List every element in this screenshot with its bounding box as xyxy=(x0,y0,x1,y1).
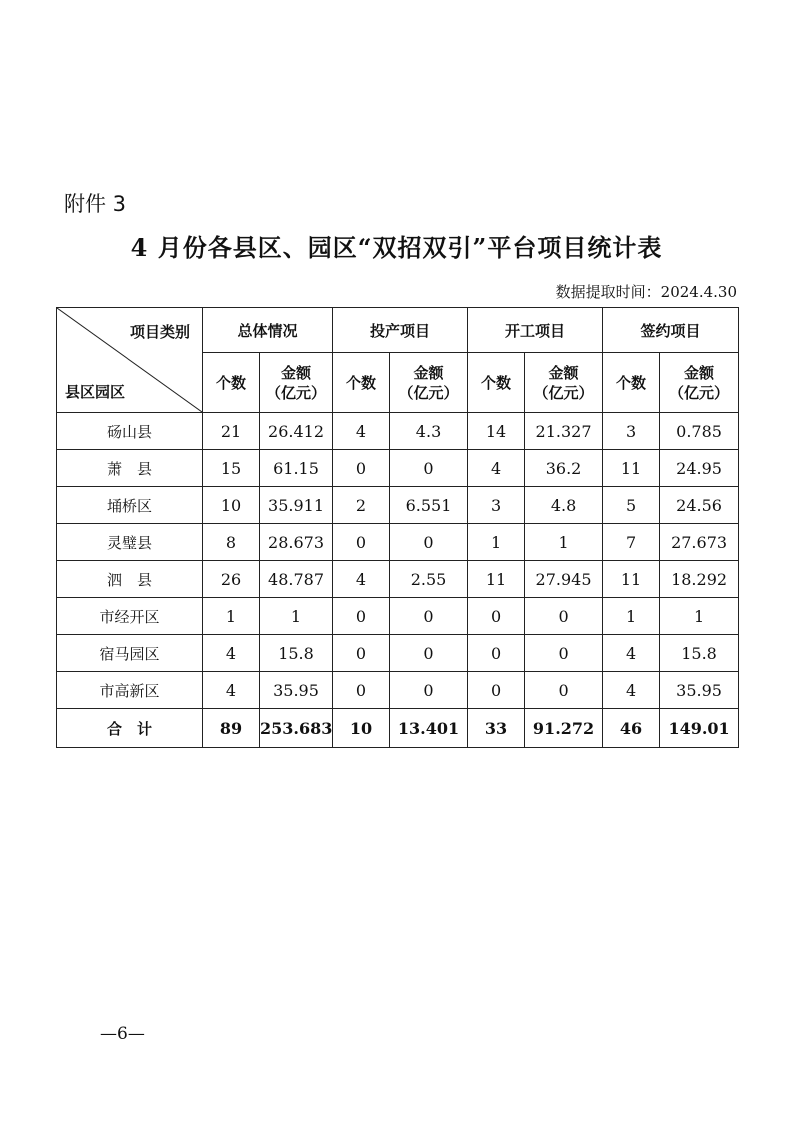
cell: 36.2 xyxy=(525,450,603,487)
count-header: 个数 xyxy=(468,353,525,413)
cell: 3 xyxy=(468,487,525,524)
row-name: 灵璧县 xyxy=(57,524,203,561)
cell: 4 xyxy=(333,413,390,450)
cell: 4 xyxy=(333,561,390,598)
table-row xyxy=(57,487,739,524)
cell: 21 xyxy=(203,413,260,450)
cell: 28.673 xyxy=(260,524,333,561)
cell: 0 xyxy=(468,598,525,635)
cell: 35.911 xyxy=(260,487,333,524)
row-name: 泗 县 xyxy=(57,561,203,598)
cell: 11 xyxy=(603,561,660,598)
cell: 8 xyxy=(203,524,260,561)
cell: 4 xyxy=(203,635,260,672)
cell: 27.673 xyxy=(660,524,739,561)
cell: 4 xyxy=(603,672,660,709)
cell: 18.292 xyxy=(660,561,739,598)
cell: 11 xyxy=(603,450,660,487)
table-row xyxy=(57,635,739,672)
cell: 4.8 xyxy=(525,487,603,524)
amount-header: 金额 （亿元） xyxy=(260,353,333,413)
cell: 0 xyxy=(390,524,468,561)
cell: 11 xyxy=(468,561,525,598)
total-cell: 149.01 xyxy=(660,709,739,748)
table-row xyxy=(57,450,739,487)
statistics-table xyxy=(56,307,739,748)
cell: 14 xyxy=(468,413,525,450)
group-header-signed: 签约项目 xyxy=(603,308,739,353)
total-cell: 253.683 xyxy=(260,709,333,748)
row-name: 市高新区 xyxy=(57,672,203,709)
row-name: 市经开区 xyxy=(57,598,203,635)
row-name: 宿马园区 xyxy=(57,635,203,672)
amount-header: 金额 （亿元） xyxy=(390,353,468,413)
cell: 4 xyxy=(203,672,260,709)
cell: 0 xyxy=(525,598,603,635)
cell: 2 xyxy=(333,487,390,524)
cell: 4.3 xyxy=(390,413,468,450)
group-header-production: 投产项目 xyxy=(333,308,468,353)
page-title: 4 月份各县区、园区“双招双引”平台项目统计表 xyxy=(130,233,663,262)
cell: 0 xyxy=(333,450,390,487)
cell: 1 xyxy=(260,598,333,635)
table-row xyxy=(57,672,739,709)
cell: 1 xyxy=(468,524,525,561)
page-number: —6— xyxy=(100,1024,145,1044)
cell: 24.56 xyxy=(660,487,739,524)
cell: 26 xyxy=(203,561,260,598)
cell: 48.787 xyxy=(260,561,333,598)
amount-header: 金额 （亿元） xyxy=(525,353,603,413)
attachment-label: 附件 3 xyxy=(64,192,127,216)
total-cell: 46 xyxy=(603,709,660,748)
cell: 4 xyxy=(468,450,525,487)
cell: 27.945 xyxy=(525,561,603,598)
cell: 3 xyxy=(603,413,660,450)
cell: 1 xyxy=(603,598,660,635)
cell: 0 xyxy=(333,524,390,561)
cell: 0 xyxy=(525,672,603,709)
total-cell: 91.272 xyxy=(525,709,603,748)
table-row xyxy=(57,598,739,635)
cell: 1 xyxy=(660,598,739,635)
cell: 1 xyxy=(525,524,603,561)
cell: 2.55 xyxy=(390,561,468,598)
cell: 24.95 xyxy=(660,450,739,487)
row-name: 埇桥区 xyxy=(57,487,203,524)
cell: 26.412 xyxy=(260,413,333,450)
count-header: 个数 xyxy=(203,353,260,413)
total-row xyxy=(57,709,739,748)
count-header: 个数 xyxy=(333,353,390,413)
table-row xyxy=(57,524,739,561)
cell: 0 xyxy=(390,672,468,709)
cell: 0 xyxy=(390,598,468,635)
cell: 0.785 xyxy=(660,413,739,450)
row-name: 砀山县 xyxy=(57,413,203,450)
total-cell: 89 xyxy=(203,709,260,748)
total-cell: 10 xyxy=(333,709,390,748)
count-header: 个数 xyxy=(603,353,660,413)
cell: 0 xyxy=(333,598,390,635)
cell: 15 xyxy=(203,450,260,487)
amount-header: 金额 （亿元） xyxy=(660,353,739,413)
cell: 10 xyxy=(203,487,260,524)
cell: 61.15 xyxy=(260,450,333,487)
cell: 0 xyxy=(390,450,468,487)
corner-header-district: 县区园区 xyxy=(65,383,126,401)
cell: 7 xyxy=(603,524,660,561)
table-row xyxy=(57,561,739,598)
corner-header-category: 项目类别 xyxy=(129,323,190,341)
group-header-construction: 开工项目 xyxy=(468,308,603,353)
table-row xyxy=(57,413,739,450)
cell: 15.8 xyxy=(260,635,333,672)
cell: 21.327 xyxy=(525,413,603,450)
cell: 0 xyxy=(333,672,390,709)
corner-header xyxy=(57,308,203,413)
cell: 0 xyxy=(468,672,525,709)
total-cell: 33 xyxy=(468,709,525,748)
cell: 0 xyxy=(390,635,468,672)
cell: 1 xyxy=(203,598,260,635)
row-name: 萧 县 xyxy=(57,450,203,487)
cell: 5 xyxy=(603,487,660,524)
cell: 4 xyxy=(603,635,660,672)
data-extraction-date: 数据提取时间：2024.4.30 xyxy=(555,283,737,301)
cell: 35.95 xyxy=(660,672,739,709)
total-label: 合 计 xyxy=(57,709,203,748)
cell: 15.8 xyxy=(660,635,739,672)
cell: 0 xyxy=(468,635,525,672)
cell: 0 xyxy=(525,635,603,672)
group-header-overall: 总体情况 xyxy=(203,308,333,353)
cell: 6.551 xyxy=(390,487,468,524)
total-cell: 13.401 xyxy=(390,709,468,748)
cell: 35.95 xyxy=(260,672,333,709)
cell: 0 xyxy=(333,635,390,672)
